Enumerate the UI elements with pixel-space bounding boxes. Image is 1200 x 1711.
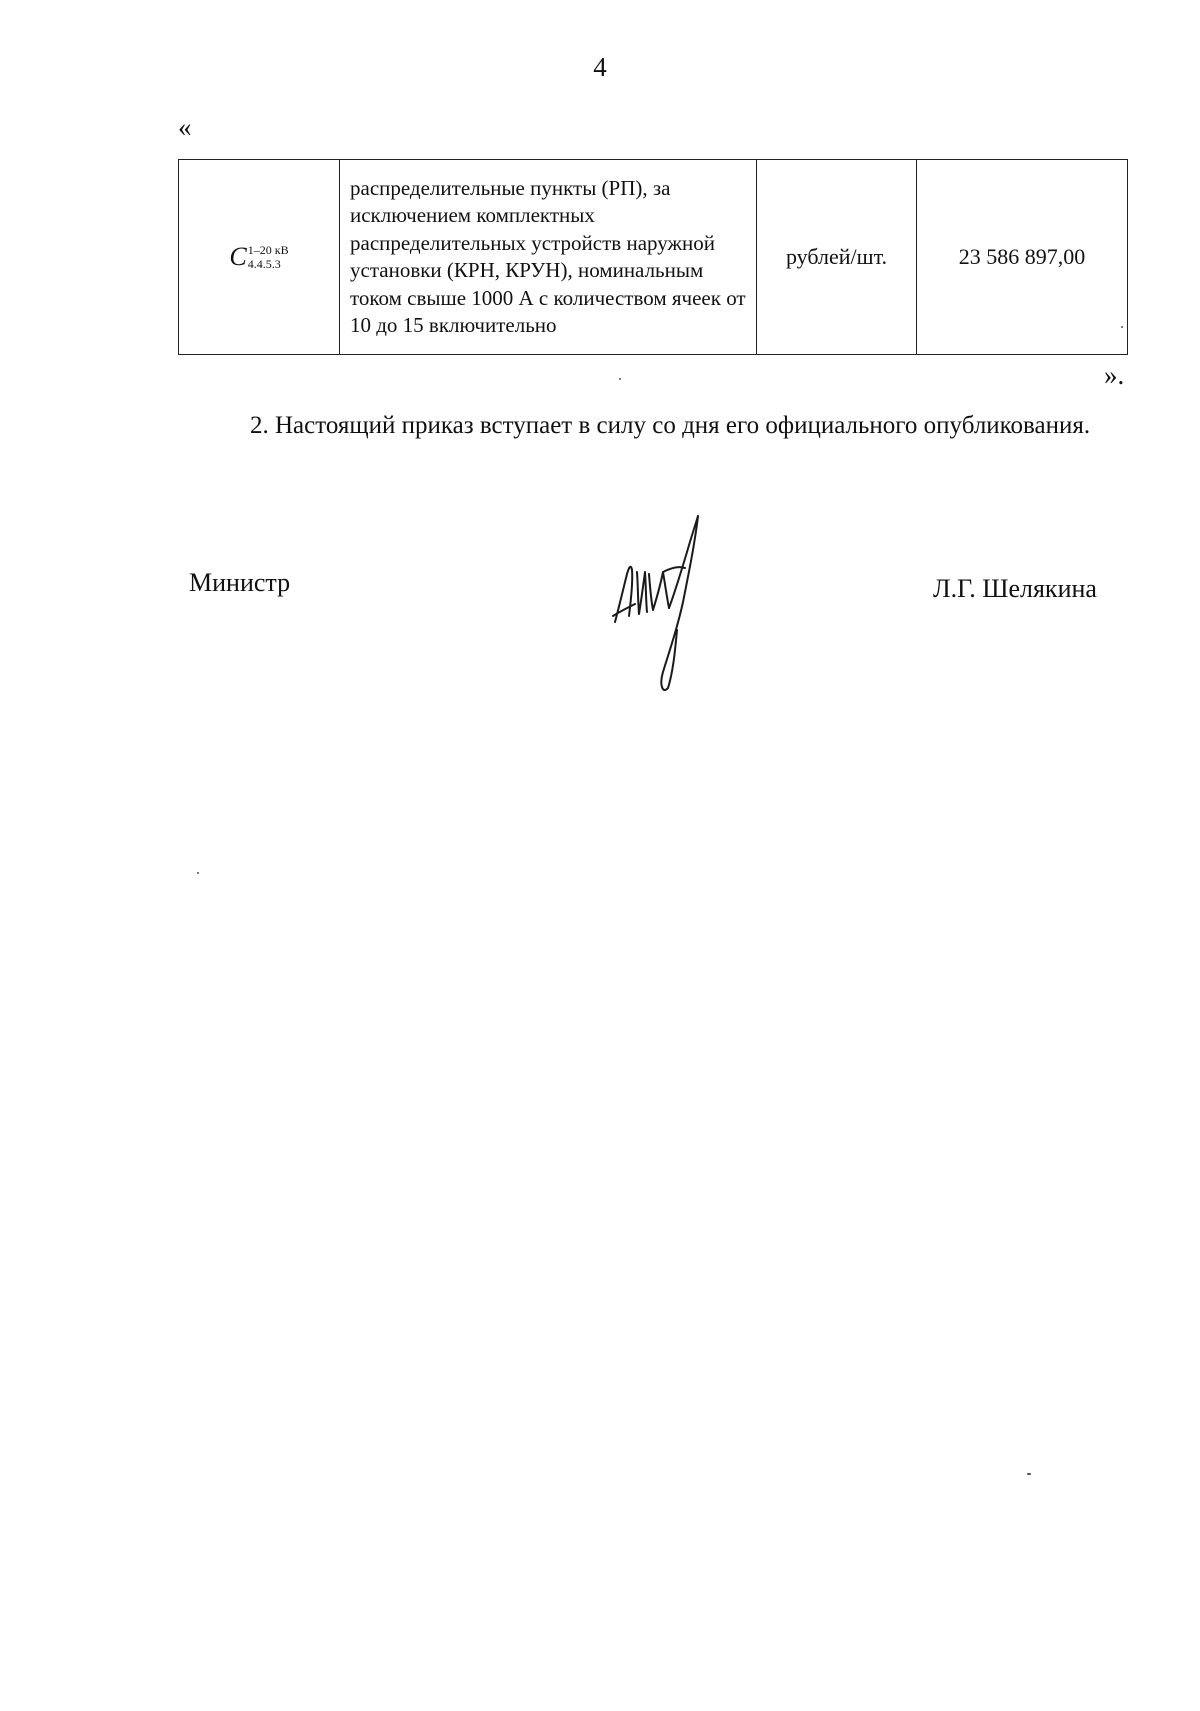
- rate-code-superscript: 1–20 кВ: [247, 243, 289, 257]
- unit-cell: рублей/шт.: [757, 160, 917, 355]
- quote-close-mark: ».: [1104, 360, 1125, 390]
- tariff-table: [178, 159, 1128, 355]
- signatory-name: Л.Г. Шелякина: [933, 574, 1097, 603]
- signature-title: Министр: [189, 568, 291, 597]
- rate-code-subscript: 4.4.5.3: [247, 257, 281, 271]
- quote-open-mark: «: [178, 112, 192, 142]
- order-paragraph: 2. Настоящий приказ вступает в силу со дня его официального опубликования.: [250, 412, 1091, 439]
- rate-code-cell: [179, 160, 340, 355]
- scan-speck: [197, 872, 199, 874]
- rate-code-symbol: C: [229, 242, 247, 271]
- handwritten-signature: [605, 512, 715, 697]
- scan-speck: [1027, 1473, 1031, 1475]
- value-cell: 23 586 897,00: [917, 160, 1128, 355]
- page-number: 4: [593, 52, 607, 82]
- scan-speck: [1121, 326, 1123, 328]
- table-row: [179, 160, 1128, 355]
- description-cell: распределительные пункты (РП), за исключением комплектных распределительных устройств наружной установки (КРН, КРУН), номинальным током свыше 1000 А с количеством ячеек от 10 до 15 включительно: [340, 160, 757, 355]
- scan-speck: [619, 378, 621, 380]
- rate-code-scripts: [248, 243, 289, 271]
